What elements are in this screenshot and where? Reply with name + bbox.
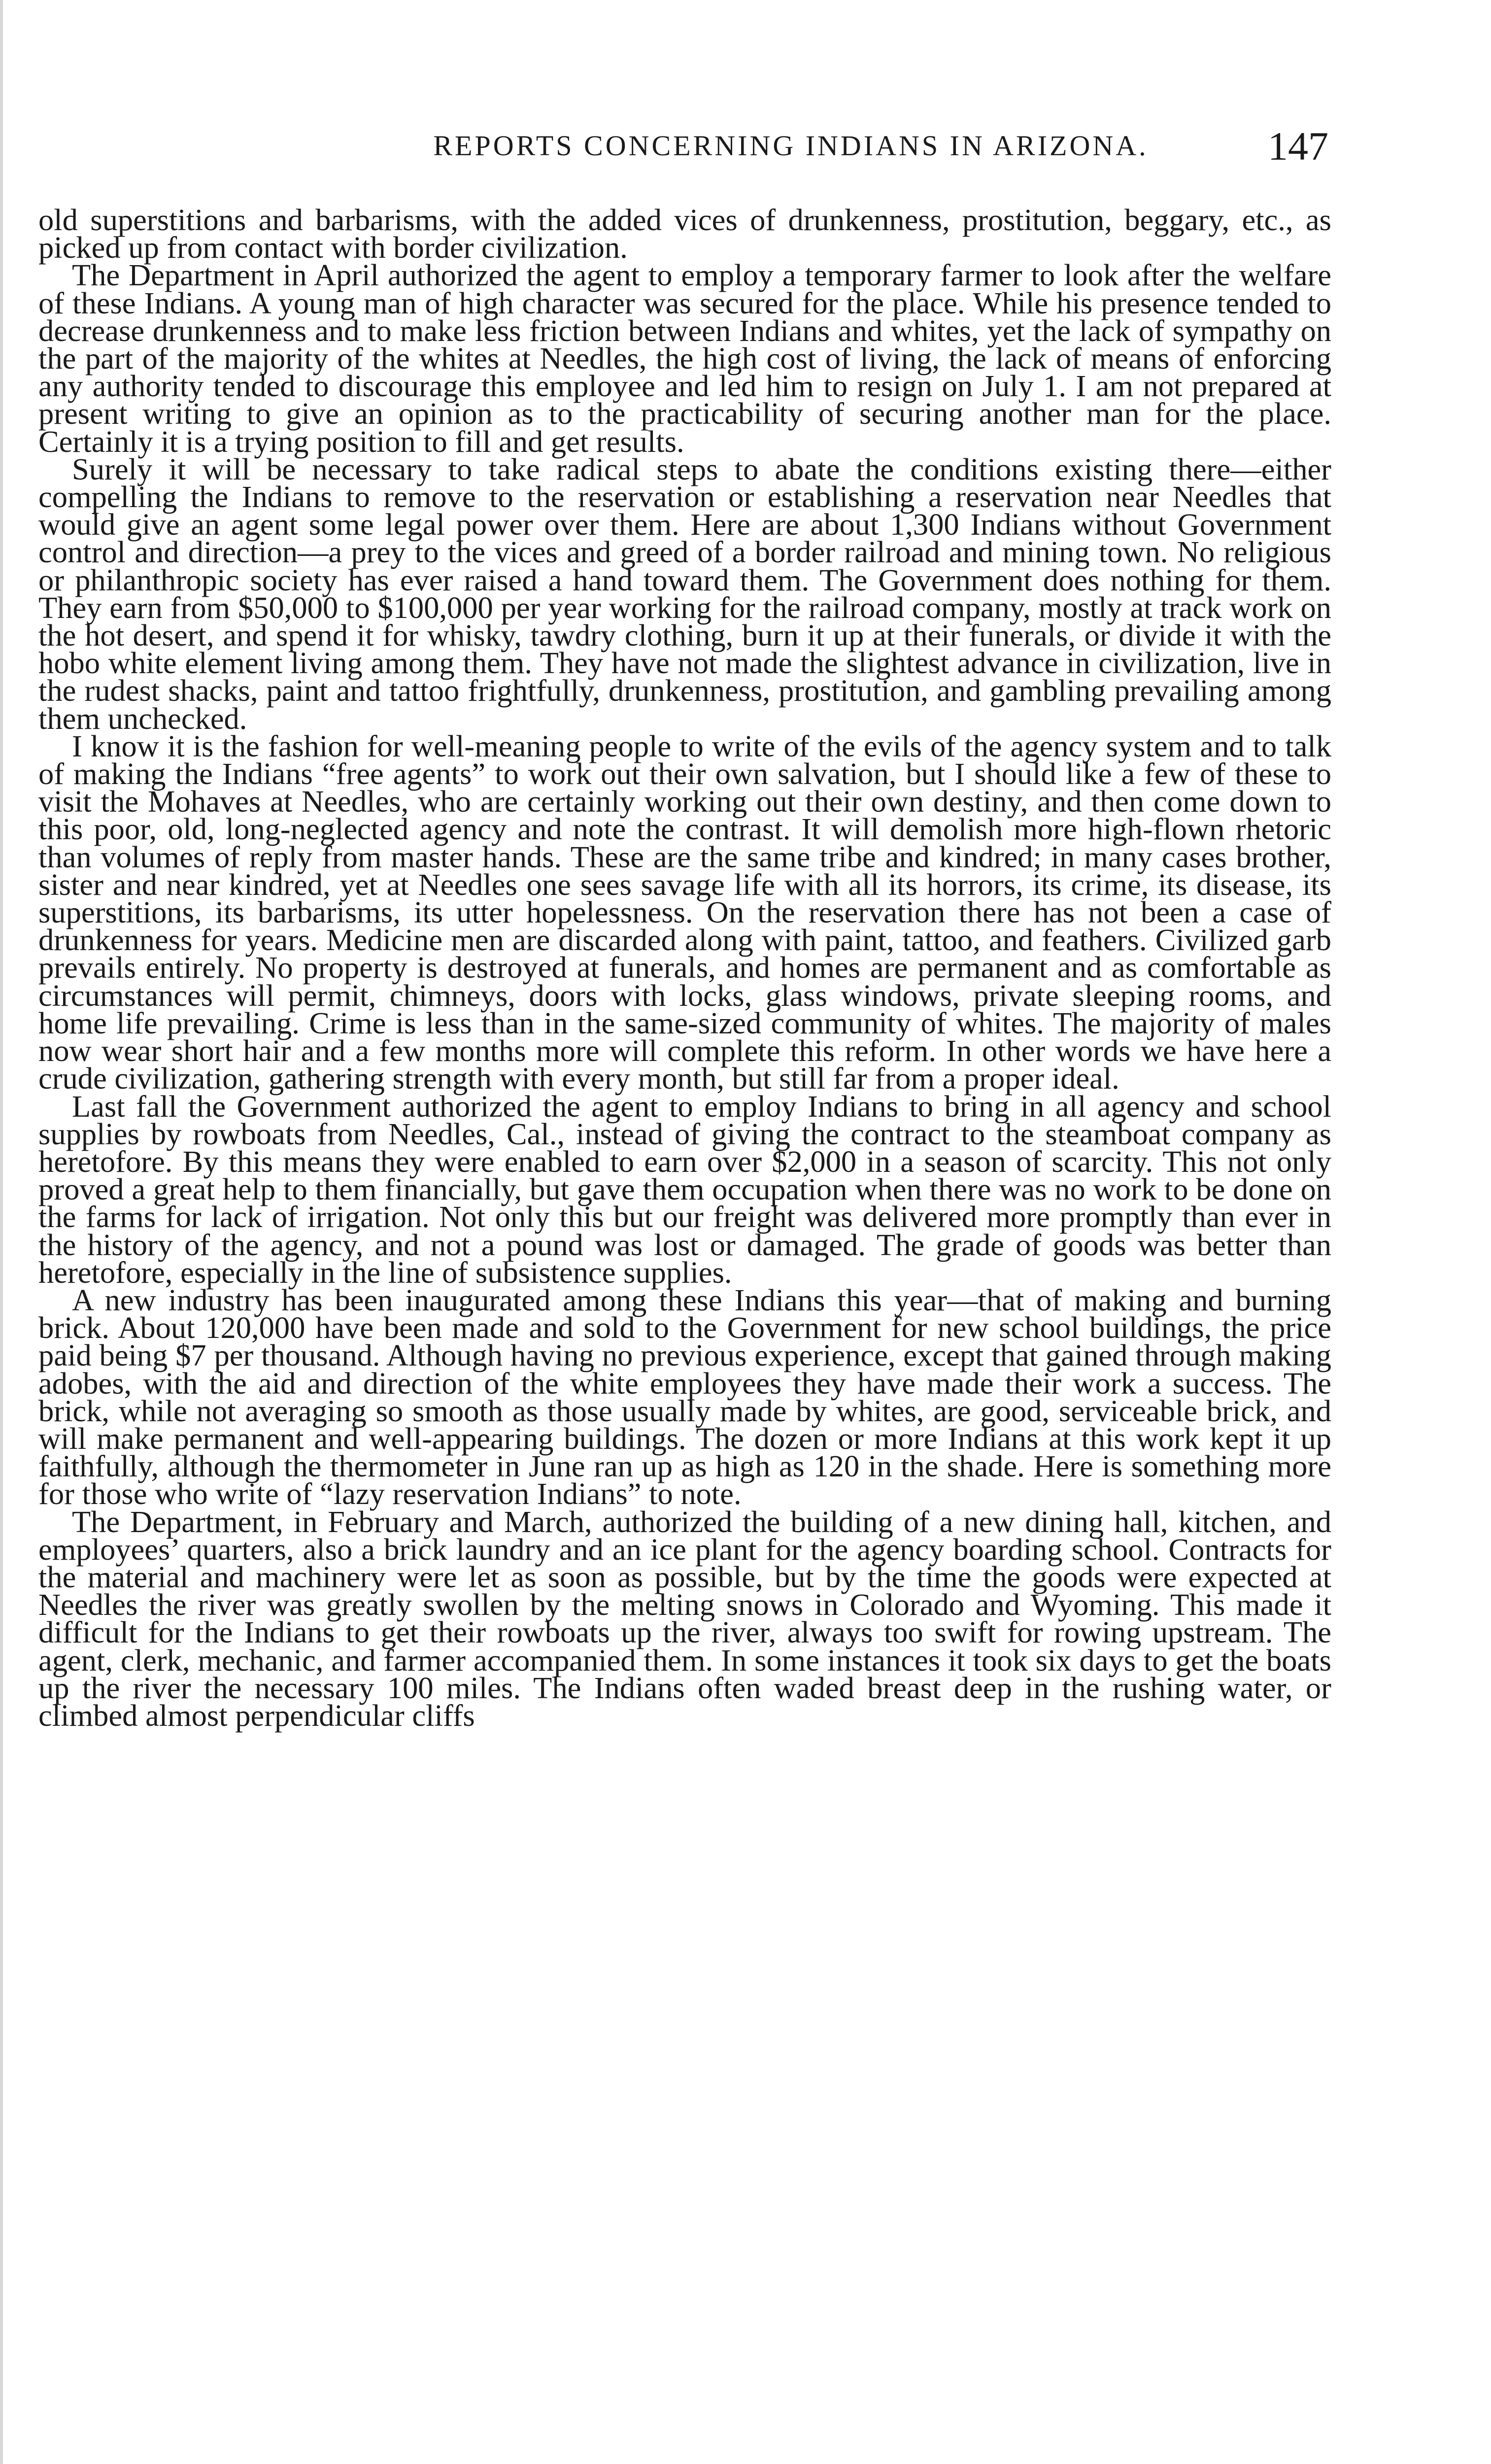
body-text [38,203,1331,1733]
scan-edge [0,0,3,2464]
page-number: 147 [1268,124,1328,169]
paragraph-continuation: old superstitions and barbarisms, with the added vices of drunkenness, prostitution, beggary, etc., as picked up from contact with border civilization. [38,203,1331,265]
paragraph: Last fall the Government authorized the agent to employ Indians to bring in all agency and school supplies by rowboats from Needles, Cal., instead of giving the contract to the steamboat company as heretofore. By this means they were enabled to earn over $2,000 in a season of scarcity. This not only proved a great help to them financially, but gave them occupation when there was no work to be done on the farms for lack of irrigation. Not only this but our freight was delivered more promptly than ever in the history of the agency, and not a pound was lost or damaged. The grade of goods was better than heretofore, especially in the line of subsistence supplies. [38,1089,1331,1290]
paragraph: The Department in April authorized the agent to employ a temporary farmer to look after the welfare of these Indians. A young man of high character was secured for the place. While his presence tended to decrease drunkenness and to make less friction between Indians and whites, yet the lack of sympathy on the part of the majority of the whites at Needles, the high cost of living, the lack of means of enforcing any authority tended to discourage this employee and led him to resign on July 1. I am not prepared at present writing to give an opinion as to the practicability of securing another man for the place. Certainly it is a trying position to fill and get results. [38,258,1331,459]
paragraph: The Department, in February and March, authorized the building of a new dining hall, kitchen, and employees’ quarters, also a brick laundry and an ice plant for the agency boarding school. Contracts for the material and machinery were let as soon as possible, but by the time the goods were expected at Needles the river was greatly swollen by the melting snows in Colorado and Wyoming. This made it difficult for the Indians to get their rowboats up the river, always too swift for rowing upstream. The agent, clerk, mechanic, and farmer accompanied them. In some instances it took six days to get the boats up the river the necessary 100 miles. The Indians often waded breast deep in the rushing water, or climbed almost perpendicular cliffs [38,1504,1331,1733]
running-head: REPORTS CONCERNING INDIANS IN ARIZONA. [433,130,1149,162]
paragraph: A new industry has been inaugurated among these Indians this year—that of making and burning brick. About 120,000 have been made and sold to the Government for new school buildings, the price paid being $7 per thousand. Although having no previous experience, except that gained through making adobes, with the aid and direction of the white employees they have made their work a success. The brick, while not averaging so smooth as those usually made by whites, are good, serviceable brick, and will make permanent and well-appearing buildings. The dozen or more Indians at this work kept it up faithfully, although the thermometer in June ran up as high as 120 in the shade. Here is something more for those who write of “lazy reservation Indians” to note. [38,1282,1331,1511]
paragraph: Surely it will be necessary to take radical steps to abate the conditions existing there—either compelling the Indians to remove to the reservation or establishing a reservation near Needles that would give an agent some legal power over them. Here are about 1,300 Indians without Government control and direction—a prey to the vices and greed of a border railroad and mining town. No religious or philanthropic society has ever raised a hand toward them. The Government does nothing for them. They earn from $50,000 to $100,000 per year working for the railroad company, mostly at track work on the hot desert, and spend it for whisky, tawdry clothing, burn it up at their funerals, or divide it with the hobo white element living among them. They have not made the slightest advance in civilization, live in the rudest shacks, paint and tattoo frightfully, drunkenness, prostitution, and gambling prevailing among them unchecked. [38,451,1331,736]
paragraph: I know it is the fashion for well-meaning people to write of the evils of the agency system and to talk of making the Indians “free agents” to work out their own salvation, but I should like a few of these to visit the Mohaves at Needles, who are certainly working out their own destiny, and then come down to this poor, old, long-neglected agency and note the contrast. It will demolish more high-flown rhetoric than volumes of reply from master hands. These are the same tribe and kindred; in many cases brother, sister and near kindred, yet at Needles one sees savage life with all its horrors, its crime, its disease, its superstitions, its barbarisms, its utter hopelessness. On the reservation there has not been a case of drunkenness for years. Medicine men are discarded along with paint, tattoo, and feathers. Civilized garb prevails entirely. No property is destroyed at funerals, and homes are permanent and as comfortable as circumstances will permit, chimneys, doors with locks, glass windows, private sleeping rooms, and home life prevailing. Crime is less than in the same-sized community of whites. The majority of males now wear short hair and a few months more will complete this reform. In other words we have here a crude civilization, gathering strength with every month, but still far from a proper ideal. [38,728,1331,1096]
